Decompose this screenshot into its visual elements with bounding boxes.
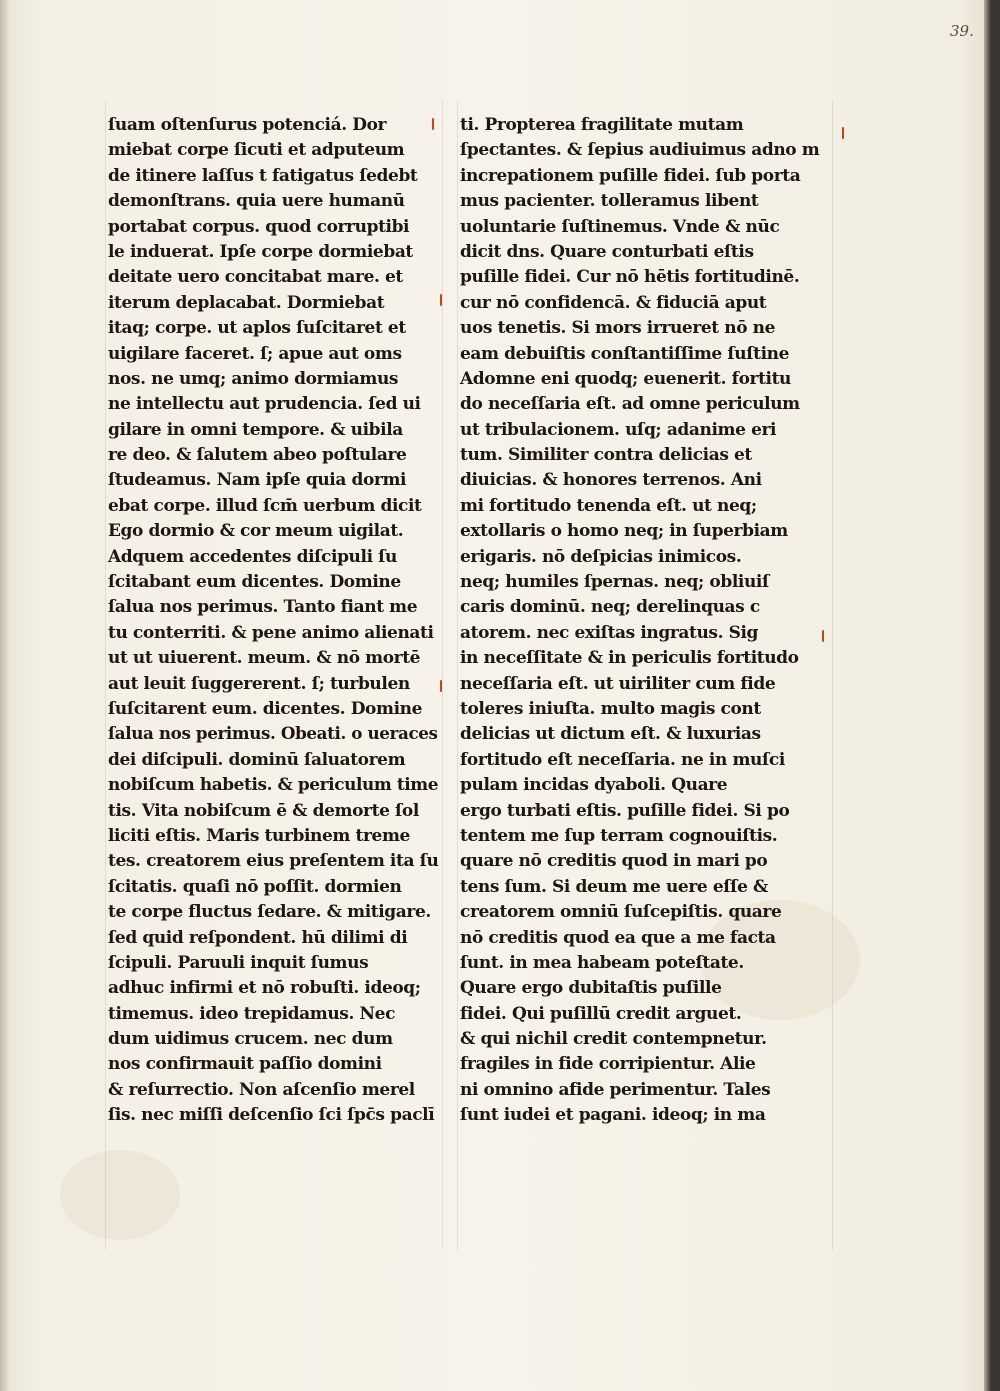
binding-shadow — [0, 0, 10, 1391]
manuscript-line: ſalua nos perimus. Tanto fiant me — [108, 597, 418, 618]
marginal-mark — [432, 118, 434, 130]
parchment-stain — [60, 1150, 180, 1240]
manuscript-line: tum. Similiter contra delicias et — [460, 445, 752, 466]
manuscript-line: ergo turbati eſtis. puſille fidei. Si po — [460, 800, 790, 821]
marginal-mark — [440, 680, 442, 692]
manuscript-line: pulam incidas dyaboli. Quare — [460, 775, 728, 796]
manuscript-line: ne intellectu aut prudencia. ſed ui — [108, 394, 421, 415]
manuscript-line: fortitudo eſt neceſſaria. ne in muſci — [460, 749, 785, 770]
page-edge — [984, 0, 992, 1391]
marginal-mark — [822, 630, 824, 642]
manuscript-line: increpationem puſille fidei. ſub porta — [460, 165, 801, 186]
folio-number: 39. — [950, 22, 974, 40]
manuscript-line: neceſſaria eſt. ut uiriliter cum fide — [460, 673, 776, 694]
manuscript-line: ſcitabant eum dicentes. Domine — [108, 572, 401, 593]
text-column-right — [460, 113, 830, 1129]
manuscript-line: toleres iniuſta. multo magis cont — [460, 698, 761, 719]
manuscript-line: cur nō confidencā. & fiduciā aput — [460, 292, 767, 313]
manuscript-line: demonſtrans. quia uere humanū — [108, 191, 405, 212]
manuscript-line: diuicias. & honores terrenos. Ani — [460, 470, 762, 491]
manuscript-line: & reſurrectio. Non aſcenſio merel — [108, 1079, 415, 1100]
manuscript-line: gilare in omni tempore. & uibila — [108, 419, 403, 440]
ruling-line — [442, 100, 443, 1250]
manuscript-line: tens ſum. Si deum me uere eſſe & — [460, 876, 768, 897]
manuscript-line: uoluntarie ſuſtinemus. Vnde & nūc — [460, 216, 780, 237]
manuscript-line: re deo. & ſalutem abeo poſtulare — [108, 445, 407, 466]
manuscript-line: ſcipuli. Paruuli inquit ſumus — [108, 952, 369, 973]
manuscript-line: deitate uero concitabat mare. et — [108, 267, 403, 288]
manuscript-line: creatorem omniū ſuſcepiſtis. quare — [460, 902, 782, 923]
manuscript-line: fidei. Qui puſillū credit arguet. — [460, 1003, 742, 1024]
manuscript-line: Adomne eni quodq; euenerit. fortitu — [460, 368, 792, 389]
manuscript-line: ut tribulacionem. uſq; adanime eri — [460, 419, 777, 440]
manuscript-line: dum uidimus crucem. nec dum — [108, 1029, 393, 1050]
manuscript-line: dicit dns. Quare conturbati eſtis — [460, 241, 754, 262]
manuscript-line: ſunt iudei et pagani. ideoq; in ma — [460, 1105, 766, 1126]
manuscript-line: uigilare faceret. ſ; apue aut oms — [108, 343, 402, 364]
manuscript-line: le induerat. Ipſe corpe dormiebat — [108, 241, 413, 262]
manuscript-line: ſuſcitarent eum. dicentes. Domine — [108, 698, 423, 719]
manuscript-line: timemus. ideo trepidamus. Nec — [108, 1003, 396, 1024]
manuscript-line: dei diſcipuli. dominū ſaluatorem — [108, 749, 406, 770]
manuscript-line: Quare ergo dubitaſtis puſille — [460, 978, 722, 999]
manuscript-line: tu conterriti. & pene animo alienati — [108, 622, 434, 643]
manuscript-line: tentem me ſup terram cognouiſtis. — [460, 825, 778, 846]
manuscript-line: erigaris. nō deſpicias inimicos. — [460, 546, 742, 567]
manuscript-line: fragiles in fide corripientur. Alie — [460, 1054, 756, 1075]
manuscript-line: adhuc infirmi et nō robuſti. ideoq; — [108, 978, 421, 999]
manuscript-line: nos. ne umq; animo dormiamus — [108, 368, 399, 389]
manuscript-line: nos confirmauit paſſio domini — [108, 1054, 382, 1075]
manuscript-line: do neceſſaria eſt. ad omne periculum — [460, 394, 800, 415]
manuscript-line: itaq; corpe. ut aplos ſuſcitaret et — [108, 318, 406, 339]
manuscript-line: ſed quid reſpondent. hū dilimi di — [108, 927, 408, 948]
marginal-mark — [842, 127, 844, 139]
manuscript-line: mi fortitudo tenenda eſt. ut neq; — [460, 495, 757, 516]
manuscript-line: Ego dormio & cor meum uigilat. — [108, 521, 404, 542]
manuscript-line: ni omnino afide perimentur. Tales — [460, 1079, 771, 1100]
manuscript-line: portabat corpus. quod corruptibi — [108, 216, 410, 237]
marginal-mark — [440, 294, 442, 306]
manuscript-line: nō creditis quod ea que a me facta — [460, 927, 776, 948]
manuscript-line: uos tenetis. Si mors irrueret nō ne — [460, 318, 776, 339]
manuscript-line: ſalua nos perimus. Obeati. o ueraces — [108, 724, 438, 745]
text-column-left — [108, 113, 438, 1129]
ruling-line — [832, 100, 833, 1250]
manuscript-line: ti. Propterea fragilitate mutam — [460, 115, 744, 135]
ruling-line — [457, 100, 458, 1250]
manuscript-line: neq; humiles ſpernas. neq; obliuiſ — [460, 572, 769, 593]
manuscript-line: nobiſcum habetis. & periculum time — [108, 775, 439, 796]
manuscript-line: mus pacienter. tolleramus libent — [460, 191, 759, 212]
manuscript-line: te corpe fluctus ſedare. & mitigare. — [108, 902, 431, 923]
manuscript-line: eam debuiſtis conſtantiſſime ſuſtine — [460, 343, 790, 364]
manuscript-line: ſunt. in mea habeam poteſtate. — [460, 952, 744, 973]
manuscript-line: liciti eſtis. Maris turbinem treme — [108, 825, 410, 846]
manuscript-line: ſtudeamus. Nam ipſe quia dormi — [108, 470, 407, 491]
manuscript-line: miebat corpe ſicuti et adputeum — [108, 140, 405, 161]
manuscript-line: atorem. nec exiſtas ingratus. Sig — [460, 622, 759, 643]
manuscript-line: in neceſſitate & in periculis fortitudo — [460, 648, 799, 669]
manuscript-line: aut leuit ſuggererent. ſ; turbulen — [108, 673, 410, 694]
manuscript-line: delicias ut dictum eſt. & luxurias — [460, 724, 761, 745]
manuscript-line: quare nō creditis quod in mari po — [460, 851, 768, 872]
manuscript-line: ut ut uiuerent. meum. & nō mortē — [108, 648, 421, 669]
manuscript-line: tes. creatorem eius preſentem ita ſu — [108, 851, 439, 872]
manuscript-line: ſuam oſtenſurus potenciá. Dor — [108, 115, 387, 135]
manuscript-line: ſis. nec miſſi deſcenſio ſci ſpc̄s paclī — [108, 1105, 435, 1126]
ruling-line — [105, 100, 106, 1250]
manuscript-line: extollaris o homo neq; in ſuperbiam — [460, 521, 788, 542]
manuscript-line: Adquem accedentes diſcipuli ſu — [108, 546, 398, 567]
manuscript-line: de itinere laſſus t fatigatus ſedebt — [108, 165, 418, 186]
manuscript-line: iterum deplacabat. Dormiebat — [108, 292, 385, 313]
manuscript-line: ſpectantes. & ſepius audiuimus adno m — [460, 140, 820, 161]
manuscript-line: ſcitatis. quaſi nō poſſit. dormien — [108, 876, 402, 897]
manuscript-line: tis. Vita nobiſcum ē & demorte ſol — [108, 800, 419, 821]
manuscript-line: caris dominū. neq; derelinquas c — [460, 597, 760, 618]
manuscript-line: puſille fidei. Cur nō hētis fortitudinē. — [460, 267, 800, 288]
manuscript-line: ebat corpe. illud ſcm̄ uerbum dicit — [108, 495, 422, 516]
manuscript-line: & qui nichil credit contempnetur. — [460, 1029, 767, 1050]
